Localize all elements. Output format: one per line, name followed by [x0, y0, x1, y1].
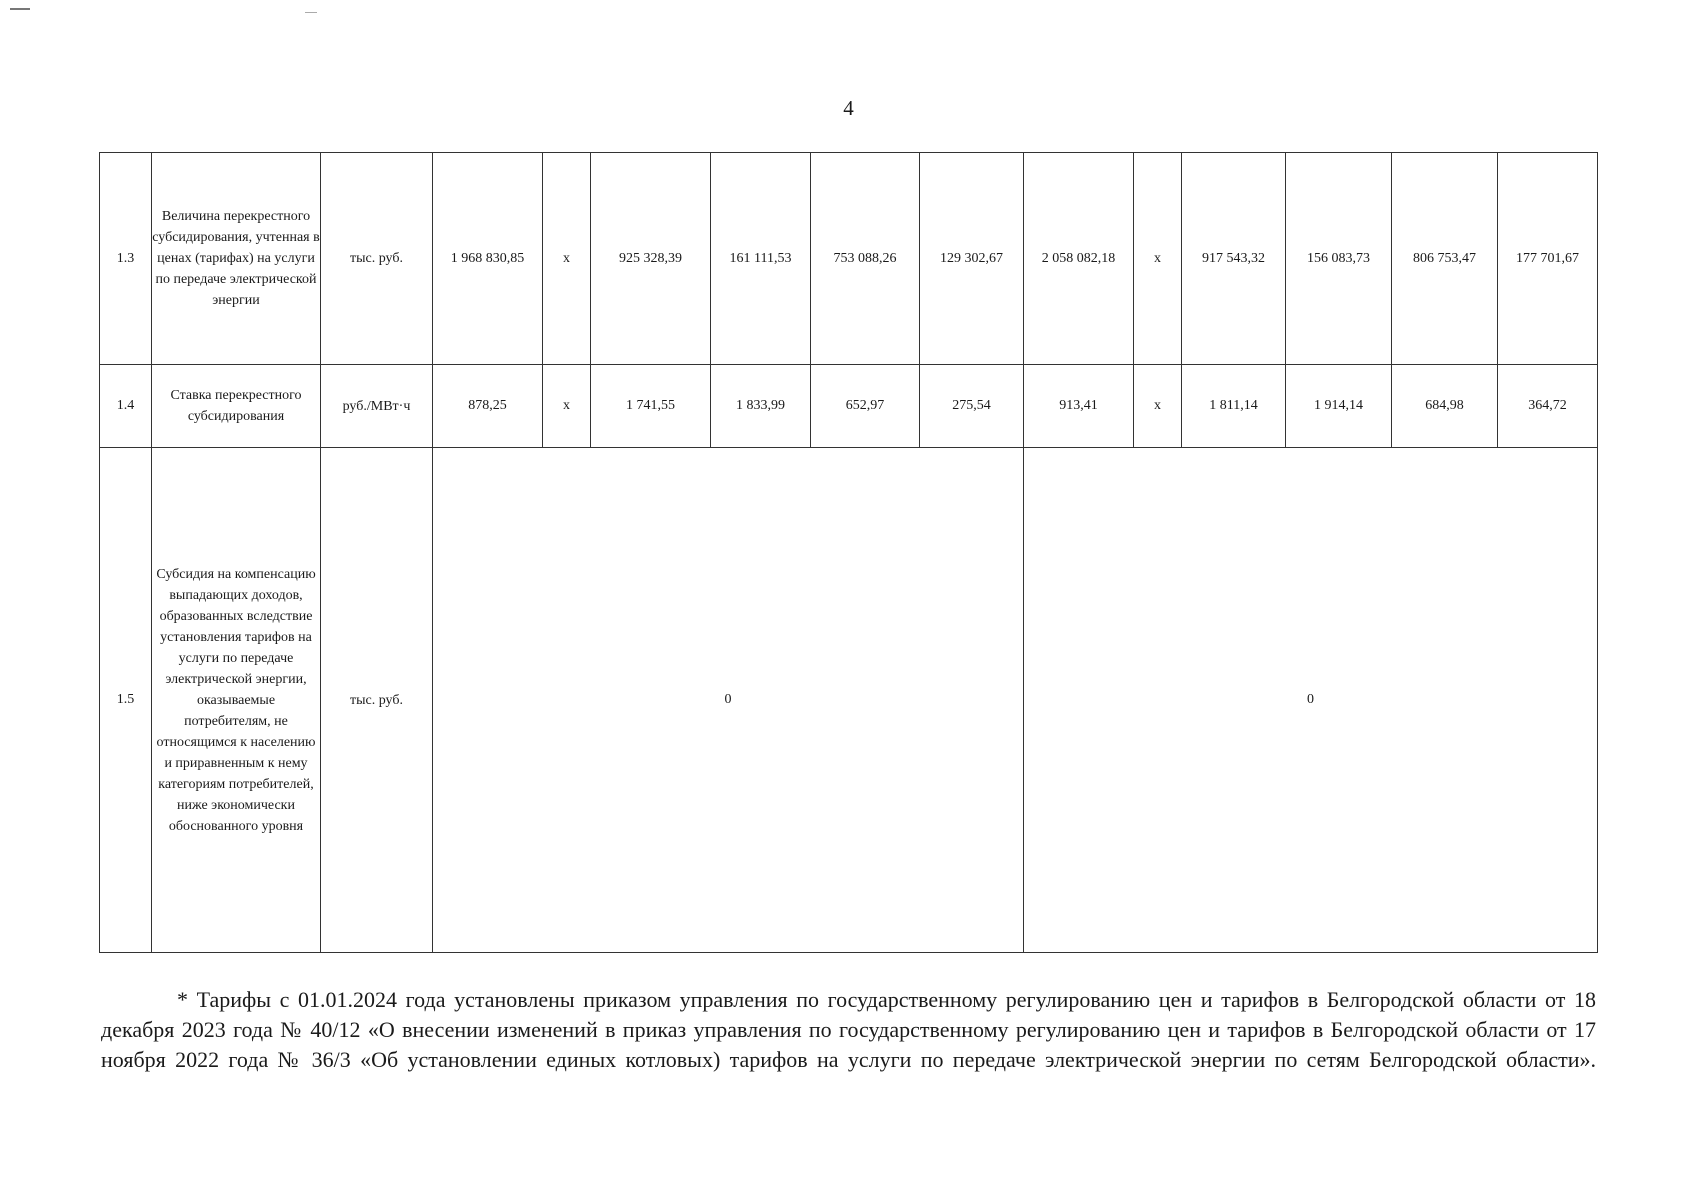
table-cell: 129 302,67	[920, 153, 1024, 365]
table-row	[100, 153, 1598, 365]
table-cell: 684,98	[1392, 365, 1498, 448]
row-number: 1.4	[100, 365, 152, 448]
table-cell: х	[543, 365, 591, 448]
table-cell: 177 701,67	[1498, 153, 1598, 365]
table-cell: 652,97	[811, 365, 920, 448]
table-cell: 1 914,14	[1286, 365, 1392, 448]
footnote: * Тарифы с 01.01.2024 года установлены приказом управления по государственному регулированию цен и тарифов в Белгородской области от 18 декабря 2023 года № 40/12 «О внесении изменений в приказ управления по государственному регулированию цен и тарифов в Белгородской области от 17 ноября 2022 года № 36/3 «Об установлении единых котловых) тарифов на услуги по передаче электрической энергии по сетям Белгородской области».	[101, 987, 1596, 1072]
table-cell: 1 968 830,85	[433, 153, 543, 365]
tariff-table	[99, 152, 1598, 953]
table-cell: 275,54	[920, 365, 1024, 448]
table-cell: 878,25	[433, 365, 543, 448]
scan-artifact	[305, 12, 317, 13]
row-unit	[321, 153, 433, 365]
merged-value-cell: 0	[1024, 448, 1598, 953]
table-cell: 156 083,73	[1286, 153, 1392, 365]
table-cell: 364,72	[1498, 365, 1598, 448]
page-number: 4	[843, 96, 854, 120]
row-unit: тыс. руб.	[321, 448, 433, 953]
table-cell: х	[543, 153, 591, 365]
table-cell: 1 811,14	[1182, 365, 1286, 448]
table-row	[100, 365, 1598, 448]
merged-value-cell: 0	[433, 448, 1024, 953]
scan-artifact	[10, 8, 30, 10]
row-name: Величина перекрестного субсидирования, учтенная в ценах (тарифах) на услуги по передаче электрической энергии	[152, 153, 321, 365]
table-cell: х	[1134, 153, 1182, 365]
unit-label: тыс. руб.	[350, 251, 403, 266]
row-number: 1.3	[100, 153, 152, 365]
row-name: Субсидия на компенсацию выпадающих доходов, образованных вследствие установления тарифов на услуги по передаче электрической энергии, оказываемые потребителям, не относящимся к населению и приравненным к нему категориям потребителей, ниже экономически обоснованного уровня	[152, 448, 321, 953]
table-cell: 925 328,39	[591, 153, 711, 365]
row-unit: руб./МВт·ч	[321, 365, 433, 448]
row-number: 1.5	[100, 448, 152, 953]
table-cell: х	[1134, 365, 1182, 448]
table-cell: 917 543,32	[1182, 153, 1286, 365]
table-cell: 2 058 082,18	[1024, 153, 1134, 365]
table-cell: 1 741,55	[591, 365, 711, 448]
table-cell: 161 111,53	[711, 153, 811, 365]
row-name: Ставка перекрестного субсидирования	[152, 365, 321, 448]
table-cell: 1 833,99	[711, 365, 811, 448]
table-cell: 753 088,26	[811, 153, 920, 365]
table-row	[100, 448, 1598, 953]
table-cell: 806 753,47	[1392, 153, 1498, 365]
table-cell: 913,41	[1024, 365, 1134, 448]
